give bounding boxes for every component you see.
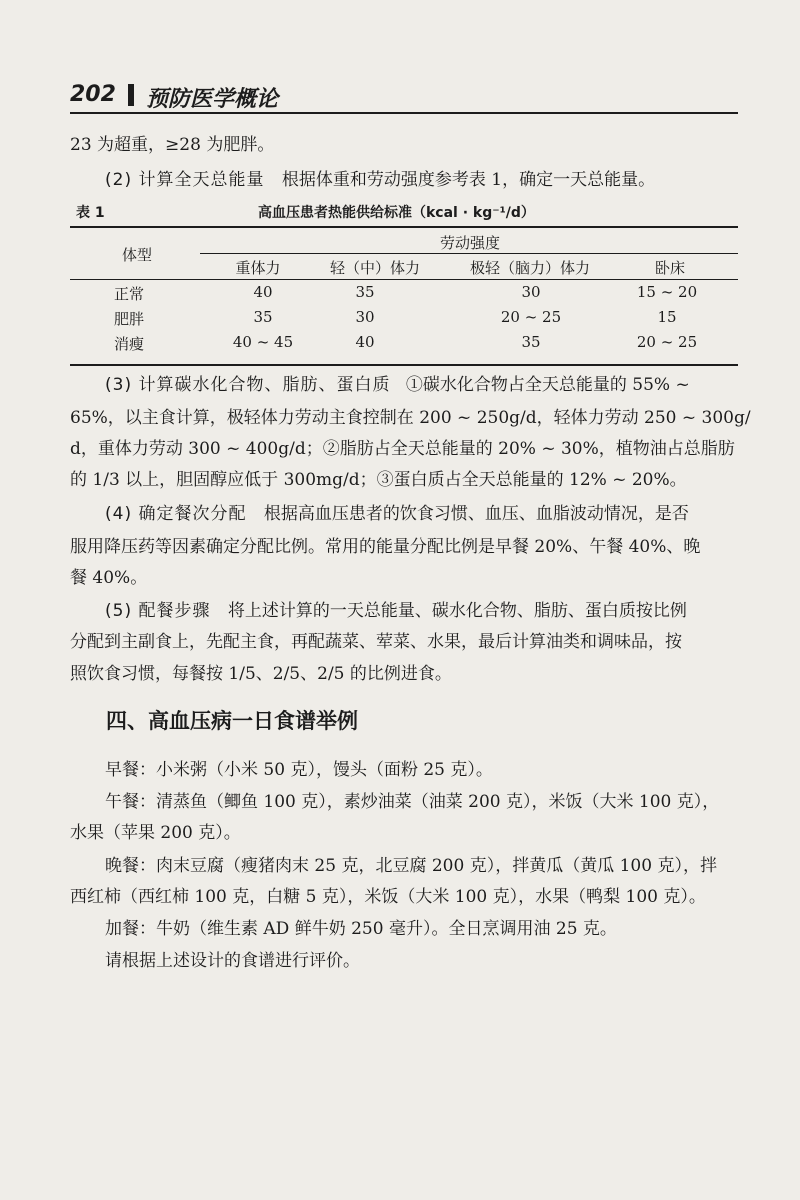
table-cell: 40 ~ 45 (232, 333, 294, 351)
table-cell: 20 ~ 25 (500, 308, 562, 326)
page-number: 202 (70, 82, 116, 107)
step-text: ①碳水化合物占全天总能量的 55% ~ (405, 375, 690, 395)
menu-lunch-cont: 水果（苹果 200 克）。 (70, 823, 241, 843)
col-header: 极轻（脑力）体力 (469, 259, 591, 277)
table-cell: 30 (521, 283, 541, 301)
row-label: 肥胖 (114, 310, 145, 328)
paragraph-line: 的 1/3 以上，胆固醇应低于 300mg/d；③蛋白质占全天总能量的 12% ~ 20%。 (70, 470, 687, 490)
row-label: 消瘦 (114, 335, 145, 353)
step-4 (105, 502, 738, 526)
table-bottom-rule (70, 364, 738, 366)
paragraph-line: 分配到主副食上，先配主食，再配蔬菜、荤菜、水果，最后计算油类和调味品，按 (70, 632, 682, 652)
menu-breakfast: 早餐：小米粥（小米 50 克），馒头（面粉 25 克）。 (105, 760, 493, 780)
table-cell: 15 (657, 308, 677, 326)
table-cell: 35 (355, 283, 375, 301)
row-label: 正常 (114, 285, 145, 303)
table-group-rule (200, 253, 738, 254)
running-header (70, 80, 738, 112)
table-top-rule (70, 226, 738, 228)
paragraph-line: 照饮食习惯，每餐按 1/5、2/5、2/5 的比例进食。 (70, 664, 452, 684)
group-header: 劳动强度 (439, 234, 501, 252)
col-header: 重体力 (235, 259, 281, 277)
col-header: 卧床 (654, 259, 686, 277)
paragraph-line: d，重体力劳动 300 ~ 400g/d；②脂肪占全天总能量的 20% ~ 30%，植物油占总脂肪 (70, 439, 735, 459)
book-title: 预防医学概论 (146, 87, 279, 112)
menu-dinner-cont: 西红柿（西红柿 100 克，白糖 5 克），米饭（大米 100 克），水果（鸭梨 100 克）。 (70, 887, 706, 907)
table-cell: 15 ~ 20 (636, 283, 698, 301)
table-caption: 高血压患者热能供给标准（kcal · kg⁻¹/d） (258, 205, 535, 221)
step-label: (2) 计算全天总能量 (105, 170, 265, 190)
paragraph-line: 23 为超重，≥28 为肥胖。 (70, 135, 275, 155)
step-label: (5) 配餐步骤 (105, 601, 211, 621)
table-cell: 30 (355, 308, 375, 326)
closing-line: 请根据上述设计的食谱进行评价。 (105, 951, 360, 971)
step-3 (105, 373, 738, 397)
table-number: 表 1 (76, 205, 105, 221)
calorie-table (70, 226, 738, 366)
menu-dinner: 晚餐：肉末豆腐（瘦猪肉末 25 克，北豆腐 200 克），拌黄瓜（黄瓜 100 克），拌 (105, 856, 717, 876)
table-cell: 20 ~ 25 (636, 333, 698, 351)
row-header: 体型 (122, 246, 153, 264)
header-bar (128, 84, 134, 106)
menu-extra: 加餐：牛奶（维生素 AD 鲜牛奶 250 毫升）。全日烹调用油 25 克。 (105, 919, 617, 939)
col-header: 轻（中）体力 (329, 259, 421, 277)
step-text: 根据体重和劳动强度参考表 1，确定一天总能量。 (281, 170, 656, 190)
header-rule (70, 112, 738, 114)
table-cell: 35 (521, 333, 541, 351)
step-text: 将上述计算的一天总能量、碳水化合物、脂肪、蛋白质按比例 (227, 601, 687, 621)
step-text: 根据高血压患者的饮食习惯、血压、血脂波动情况，是否 (263, 504, 689, 524)
step-label: (3) 计算碳水化合物、脂肪、蛋白质 (105, 375, 391, 395)
paragraph-line: 65%，以主食计算，极轻体力劳动主食控制在 200 ~ 250g/d，轻体力劳动 250 ~ 300g/ (70, 408, 751, 428)
section-heading: 四、高血压病一日食谱举例 (106, 709, 358, 733)
table-cell: 35 (253, 308, 273, 326)
table-cell: 40 (355, 333, 375, 351)
menu-lunch: 午餐：清蒸鱼（鲫鱼 100 克），素炒油菜（油菜 200 克），米饭（大米 100 克）， (105, 792, 720, 812)
step-5 (105, 599, 738, 623)
table-header-rule (70, 279, 738, 280)
step-label: (4) 确定餐次分配 (105, 504, 247, 524)
paragraph-line: 餐 40%。 (70, 568, 148, 588)
table-cell: 40 (253, 283, 273, 301)
step-2 (105, 168, 738, 192)
paragraph-line: 服用降压药等因素确定分配比例。常用的能量分配比例是早餐 20%、午餐 40%、晚 (70, 537, 701, 557)
